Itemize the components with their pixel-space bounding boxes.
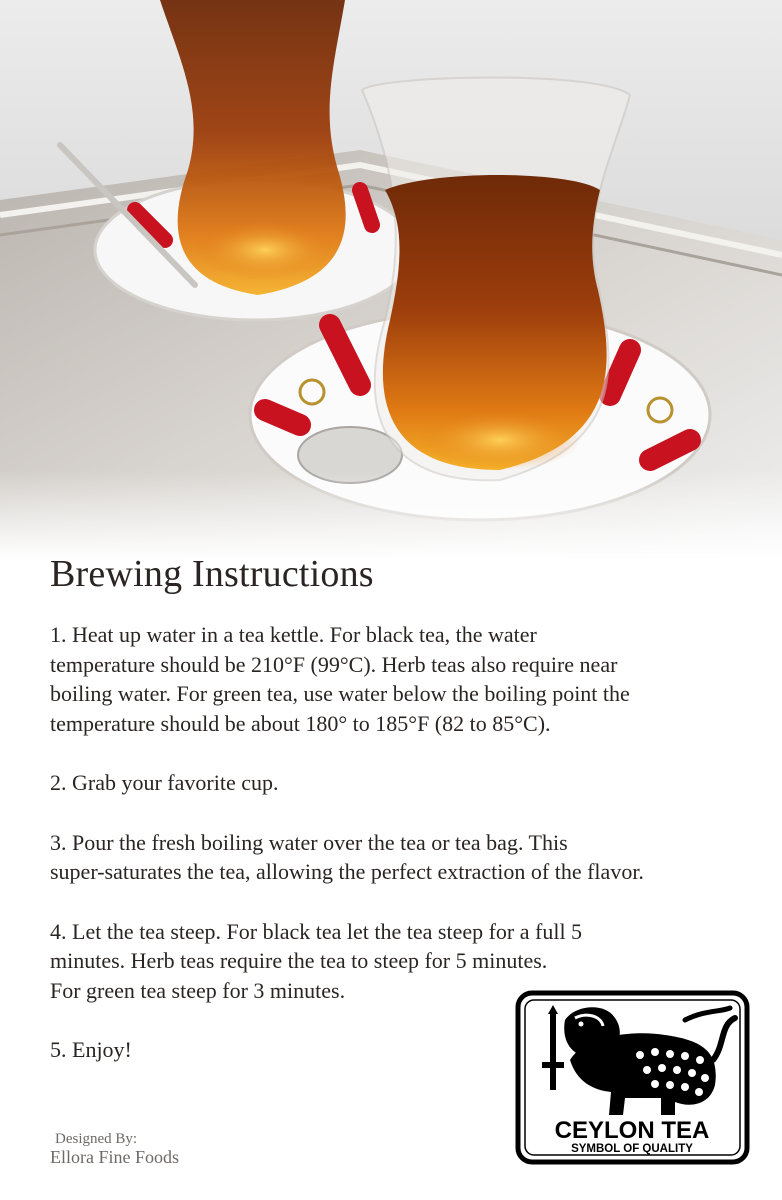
step-line: 3. Pour the fresh boiling water over the tea or tea bag. This	[50, 829, 568, 855]
step-line: 1. Heat up water in a tea kettle. For black tea, the water	[50, 622, 537, 647]
page-title: Brewing Instructions	[50, 553, 374, 595]
logo-subtitle: SYMBOL OF QUALITY	[571, 1143, 693, 1155]
step-line: 5. Enjoy!	[50, 1037, 132, 1062]
step-line: For green tea steep for 3 minutes.	[50, 977, 346, 1003]
ceylon-tea-logo	[515, 990, 750, 1165]
step-line: 2. Grab your favorite cup.	[50, 770, 279, 795]
step-line: temperature should be 210°F (99°C). Herb teas also require near	[50, 651, 618, 677]
step-line: super-saturates the tea, allowing the perfect extraction of the flavor.	[50, 859, 644, 884]
step-1	[50, 620, 762, 738]
designed-by-label: Designed By:	[55, 1131, 138, 1147]
step-3	[50, 828, 762, 887]
logo-title: CEYLON TEA	[554, 1117, 710, 1144]
tea-glasses-photo	[0, 0, 782, 560]
designer-name: Ellora Fine Foods	[50, 1147, 179, 1167]
step-2	[50, 768, 762, 798]
step-line: temperature should be about 180° to 185°F (82 to 85°C).	[50, 710, 551, 736]
step-line: 4. Let the tea steep. For black tea let the tea steep for a full 5	[50, 918, 583, 944]
step-line: boiling water. For green tea, use water below the boiling point the	[50, 681, 630, 706]
step-line: minutes. Herb teas require the tea to steep for 5 minutes.	[50, 948, 548, 973]
